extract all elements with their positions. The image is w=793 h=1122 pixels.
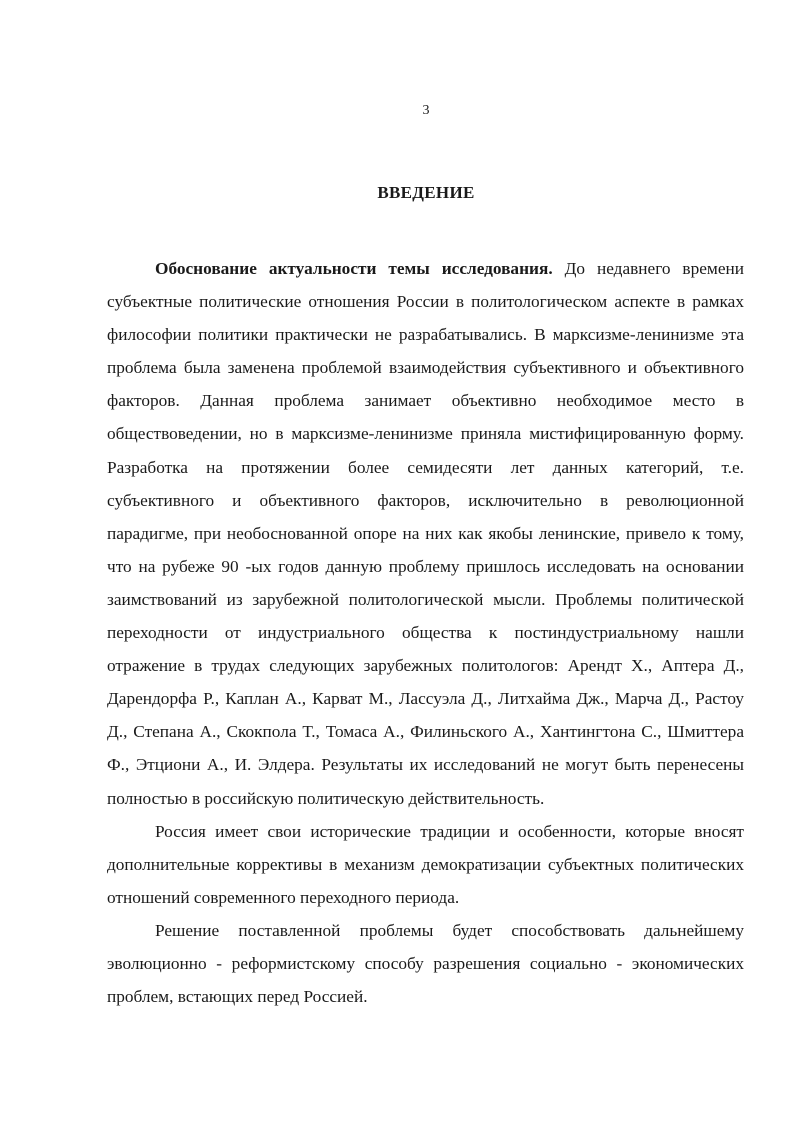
paragraph-solution: Решение поставленной проблемы будет способствовать дальнейшему эволюционно - реформистскому способу разрешения социально - экономических проблем, встающих перед Россией. (107, 920, 744, 1007)
page-number: 3 (422, 103, 430, 118)
section-heading: ВВЕДЕНИЕ (377, 183, 475, 202)
paragraph-relevance (107, 252, 744, 815)
paragraph-text: До недавнего времени субъектные политические отношения России в политологическом аспекте в рамках философии политики практически не разрабатывались. В марксизме-ленинизме эта проблема была заменена проблемой взаимодействия субъективного и объективного факторов. Данная проблема занимает объективно необходимое место в обществоведении, но в марксизме-ленинизме приняла мистифицированную форму. Разработка на протяжении более семидесяти лет данных категорий, т.е. субъективного и объективного факторов, исключительно в революционной парадигме, при необоснованной опоре на них как якобы ленинские, привело к тому, что на рубеже 90 -ых годов данную проблему пришлось исследовать на основании заимствований из зарубежной политологической мысли. Проблемы политической переходности от индустриального общества к постиндустриальному нашли отражение в трудах следующих зарубежных политологов: Арендт Х., Аптера Д., Дарендорфа Р., Каплан А., Карват М., Лассуэла Д., Литхайма Дж., Марча Д., Растоу Д., Степана А., Скокпола Т., Томаса А., Филиньского А., Хантингтона С., Шмиттера Ф., Этциони А., И. Элдера. Результаты их исследований не могут быть перенесены полностью в российскую политическую действительность. (107, 259, 744, 808)
body-text (107, 252, 744, 1013)
paragraph-russia-traditions: Россия имеет свои исторические традиции и особенности, которые вносят дополнительные коррективы в механизм демократизации субъектных политических отношений современного переходного периода. (107, 821, 744, 907)
paragraph-lead: Обоснование актуальности темы исследования. (155, 259, 553, 278)
